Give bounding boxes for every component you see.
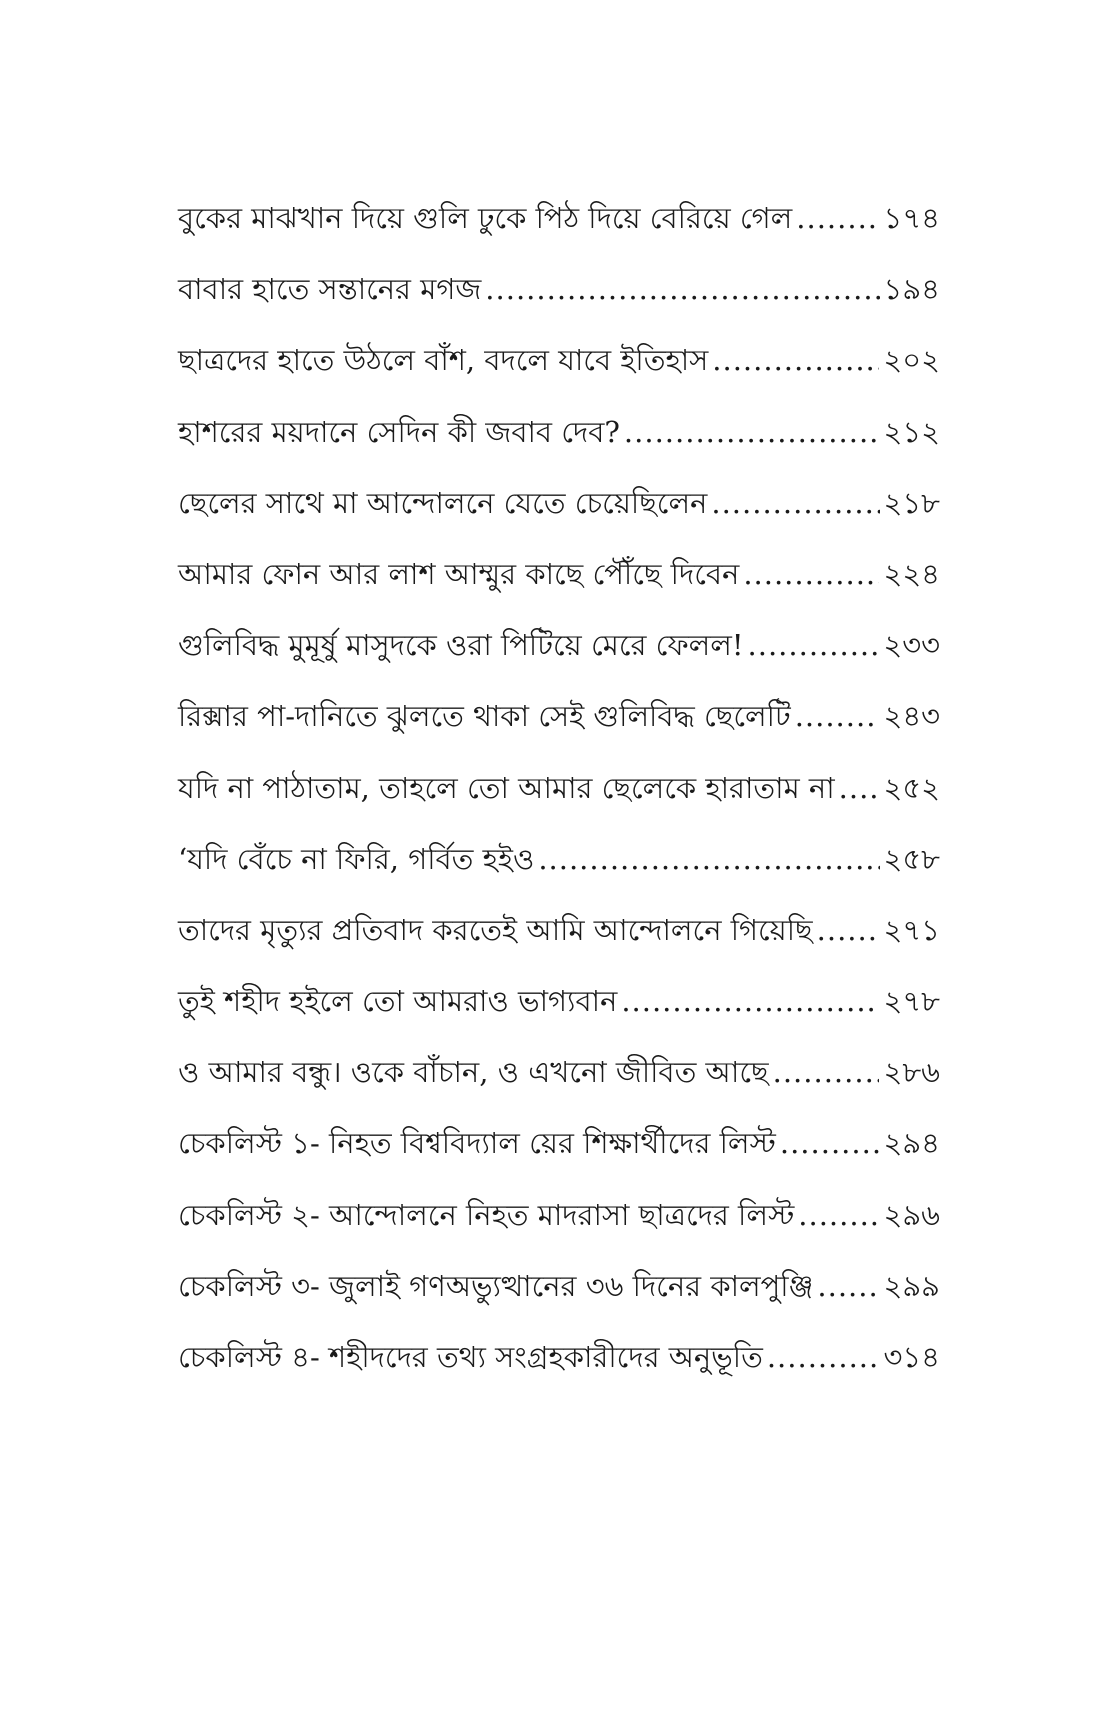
- toc-entry-title: ছাত্রদের হাতে উঠলে বাঁশ, বদলে যাবে ইতিহাস: [178, 343, 709, 378]
- toc-dot-leader: [796, 198, 879, 238]
- toc-dot-leader: [624, 412, 880, 452]
- toc-entry-title: ছেলের সাথে মা আন্দোলনে যেতে চেয়েছিলেন: [178, 485, 708, 520]
- toc-entry: [178, 910, 940, 981]
- toc-entry: [178, 1266, 940, 1337]
- toc-dot-leader: [748, 625, 880, 665]
- toc-entry-title: বুকের মাঝখান দিয়ে গুলি ঢুকে পিঠ দিয়ে বেরিয়ে গেল: [178, 201, 793, 235]
- toc-entry-page-number: ২১২: [883, 414, 940, 449]
- toc-entry: [178, 198, 940, 269]
- toc-dot-leader: [817, 910, 880, 950]
- toc-entry-title: হাশরের ময়দানে সেদিন কী জবাব দেব?: [178, 414, 620, 449]
- toc-entry: [178, 340, 940, 411]
- toc-entry-page-number: ২৮৬: [883, 1055, 940, 1090]
- toc-entry-title: তাদের মৃত্যুর প্রতিবাদ করতেই আমি আন্দোলনে গিয়েছি: [178, 912, 813, 947]
- toc-dot-leader: [773, 1052, 880, 1092]
- toc-entry: [178, 768, 940, 839]
- toc-entry-page-number: ২০২: [883, 343, 940, 378]
- toc-entry: [178, 839, 940, 910]
- toc-entry: [178, 625, 940, 696]
- toc-entry: [178, 1123, 940, 1194]
- toc-entry-title: রিক্সার পা-দানিতে ঝুলতে থাকা সেই গুলিবিদ্ধ ছেলেটি: [178, 699, 791, 734]
- toc-entry-page-number: ২৫৮: [883, 841, 940, 876]
- toc-entry-page-number: ২৭১: [883, 912, 940, 947]
- toc-entry-page-number: ২৪৩: [883, 699, 940, 734]
- toc-entry: [178, 269, 940, 340]
- toc-dot-leader: [780, 1123, 880, 1163]
- toc-entry-title: চেকলিস্ট ৩- জুলাই গণঅভ্যুত্থানের ৩৬ দিনের কালপুঞ্জি: [178, 1268, 814, 1303]
- toc-entry-title: গুলিবিদ্ধ মুমূর্ষু মাসুদকে ওরা পিটিয়ে মেরে ফেলল!: [178, 628, 744, 663]
- toc-entry: [178, 696, 940, 767]
- toc-entry: [178, 1337, 940, 1408]
- toc-entry-page-number: ২২৪: [883, 556, 940, 591]
- toc-entry-page-number: ২১৮: [883, 485, 940, 520]
- toc-dot-leader: [767, 1337, 880, 1377]
- toc-dot-leader: [817, 1266, 879, 1306]
- toc-dot-leader: [621, 981, 879, 1021]
- toc-entry: [178, 1195, 940, 1266]
- toc-entry-page-number: ২৯৪: [883, 1126, 940, 1161]
- toc-entry-title: বাবার হাতে সন্তানের মগজ: [178, 272, 482, 307]
- toc-entry-page-number: ২৩৩: [883, 628, 940, 663]
- toc-entry: [178, 412, 940, 483]
- toc-dot-leader: [711, 483, 879, 523]
- toc-entry-title: যদি না পাঠাতাম, তাহলে তো আমার ছেলেকে হারাতাম না: [178, 770, 835, 805]
- toc-entry-page-number: ১৭৪: [883, 201, 940, 235]
- toc-dot-leader: [839, 768, 880, 808]
- toc-entry-page-number: ২৭৮: [883, 984, 940, 1019]
- toc-entry-title: চেকলিস্ট ৪- শহীদদের তথ্য সংগ্রহকারীদের অনুভূতি: [178, 1340, 763, 1374]
- toc-entry-page-number: ২৫২: [883, 770, 940, 805]
- toc-entry-title: তুই শহীদ হইলে তো আমরাও ভাগ্যবান: [178, 984, 618, 1019]
- toc-entry-page-number: ২৯৯: [883, 1268, 940, 1303]
- toc-dot-leader: [743, 554, 879, 594]
- toc-entry-page-number: ২৯৬: [883, 1197, 940, 1232]
- toc-entry: [178, 554, 940, 625]
- toc-entry: [178, 483, 940, 554]
- toc-dot-leader: [538, 839, 879, 879]
- toc-entry-page-number: ১৯৪: [883, 272, 940, 307]
- toc-entry: [178, 981, 940, 1052]
- table-of-contents: [178, 198, 940, 1408]
- toc-entry-title: চেকলিস্ট ১- নিহত বিশ্ববিদ্যাল য়ের শিক্ষার্থীদের লিস্ট: [178, 1126, 776, 1161]
- toc-entry-title: আমার ফোন আর লাশ আম্মুর কাছে পৌঁছে দিবেন: [178, 556, 740, 591]
- toc-dot-leader: [798, 1195, 879, 1235]
- toc-dot-leader: [712, 340, 879, 380]
- toc-entry-page-number: ৩১৪: [883, 1340, 940, 1374]
- toc-entry-title: ‘যদি বেঁচে না ফিরি, গর্বিত হইও: [178, 841, 535, 876]
- toc-entry-title: ও আমার বন্ধু। ওকে বাঁচান, ও এখনো জীবিত আছে: [178, 1055, 769, 1090]
- toc-dot-leader: [485, 269, 879, 309]
- toc-dot-leader: [795, 696, 880, 736]
- toc-entry: [178, 1052, 940, 1123]
- toc-entry-title: চেকলিস্ট ২- আন্দোলনে নিহত মাদরাসা ছাত্রদের লিস্ট: [178, 1197, 795, 1232]
